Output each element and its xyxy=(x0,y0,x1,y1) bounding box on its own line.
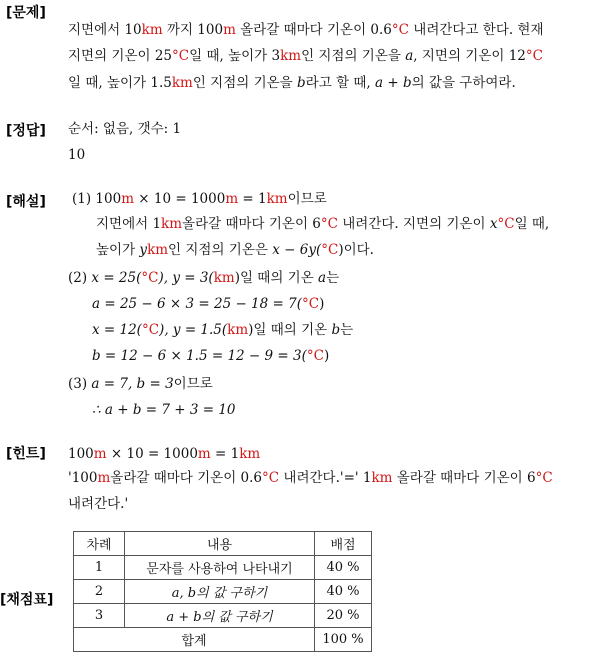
expl-text: )이다. xyxy=(338,242,374,258)
expr-a-plus-b: a + b xyxy=(375,75,412,91)
unit-degc: °C xyxy=(141,322,160,338)
label-hint: [힌트] xyxy=(6,446,46,462)
label-answer: [정답] xyxy=(6,123,46,139)
expr: ), y = 1.5( xyxy=(159,322,228,338)
expl-text: 는 xyxy=(326,270,340,286)
unit-degc: °C xyxy=(497,216,515,232)
hint-text: × 10 = 1000 xyxy=(106,446,198,462)
row-order: 2 xyxy=(74,580,125,604)
explanation-line-3 xyxy=(96,240,374,260)
problem-text: 일 때, 높이가 1.5 xyxy=(68,75,172,91)
hint-text: 100 xyxy=(68,446,94,462)
expl-text: (1) 100 xyxy=(72,191,122,207)
unit-degc: °C xyxy=(306,348,324,364)
unit-m: m xyxy=(225,191,239,207)
unit-km: km xyxy=(371,470,393,486)
rubric-table xyxy=(73,531,372,652)
row-points: 40 % xyxy=(315,556,372,580)
explanation-line-9 xyxy=(92,400,236,420)
problem-text: 인 지점의 기온을 xyxy=(301,48,406,64)
problem-text: 지면의 기온이 25 xyxy=(68,48,173,64)
unit-km: km xyxy=(161,216,183,232)
table-row xyxy=(74,580,372,604)
hint-text: 올라갈 때마다 기온이 6 xyxy=(392,470,536,486)
expr: x = 25( xyxy=(91,270,142,286)
explanation-line-5 xyxy=(92,294,324,314)
var-y: y xyxy=(139,242,148,258)
expl-text: 지면에서 1 xyxy=(96,216,162,232)
expl-text: ) xyxy=(319,296,325,312)
hint-line-3: 내려간다.' xyxy=(68,496,129,512)
unit-m: m xyxy=(93,446,107,462)
explanation-line-7 xyxy=(92,346,329,366)
unit-m: m xyxy=(223,22,236,38)
explanation-step-1 xyxy=(72,189,327,209)
expl-text: (2) xyxy=(68,270,92,286)
unit-m: m xyxy=(97,470,111,486)
unit-degc: °C xyxy=(391,22,409,38)
expr: ∴ a + b = 7 + 3 = 10 xyxy=(92,402,236,418)
unit-m: m xyxy=(197,446,211,462)
expl-text: )일 때의 기온 xyxy=(248,322,332,338)
unit-degc: °C xyxy=(141,270,159,286)
unit-degc: °C xyxy=(172,48,190,64)
row-order: 3 xyxy=(74,604,125,628)
label-problem: [문제] xyxy=(6,5,46,21)
unit-degc: °C xyxy=(321,242,339,258)
unit-km: km xyxy=(147,242,169,258)
unit-km: km xyxy=(280,48,302,64)
problem-text: 내려간다고 한다. 현재 xyxy=(408,22,544,38)
label-rubric: [채점표] xyxy=(0,592,54,608)
hint-line-2 xyxy=(68,468,553,488)
expl-text: × 10 = 1000 xyxy=(134,191,226,207)
row-content: a, b의 값 구하기 xyxy=(125,580,315,604)
unit-degc: °C xyxy=(525,48,543,64)
var-b: b xyxy=(297,75,306,91)
problem-text: 인 지점의 기온을 xyxy=(192,75,297,91)
problem-text: 라고 할 때, xyxy=(305,75,375,91)
explanation-line-2 xyxy=(96,214,549,234)
expl-text: 이므로 xyxy=(287,191,327,207)
expr: x − 6y( xyxy=(272,242,322,258)
hint-text: = 1 xyxy=(210,446,240,462)
hint-text: 올라갈 때마다 기온이 0.6 xyxy=(110,470,263,486)
expr: ), y = 3( xyxy=(158,270,214,286)
explanation-line-6 xyxy=(92,320,353,340)
unit-km: km xyxy=(227,322,249,338)
expr: x = 12( xyxy=(92,322,142,338)
explanation-step-2 xyxy=(68,268,339,288)
table-total-row xyxy=(74,628,372,652)
table-header-row xyxy=(74,532,372,556)
unit-degc: °C xyxy=(320,216,338,232)
expl-text: )일 때의 기온 xyxy=(234,270,319,286)
explanation-step-3 xyxy=(68,374,213,394)
var-b: b xyxy=(331,322,341,338)
problem-text: 일 때, 높이가 3 xyxy=(189,48,281,64)
problem-text: 까지 100 xyxy=(162,22,224,38)
total-value: 100 % xyxy=(315,628,372,652)
expl-text: 내려간다. 지면의 기온이 xyxy=(337,216,490,232)
row-points: 20 % xyxy=(315,604,372,628)
expl-text: = 1 xyxy=(238,191,267,207)
var-x: x xyxy=(489,216,498,232)
expl-text: 이므로 xyxy=(173,376,213,392)
expr: a = 25 − 6 × 3 = 25 − 18 = 7( xyxy=(92,296,302,312)
expl-text: 높이가 xyxy=(96,242,140,258)
hint-text: 1 xyxy=(358,470,372,486)
var-a: a xyxy=(318,270,327,286)
problem-text: , 지면의 기온이 12 xyxy=(413,48,526,64)
unit-km: km xyxy=(239,446,261,462)
table-row xyxy=(74,604,372,628)
problem-line-3 xyxy=(68,73,516,93)
hint-text: 내려간다.'=' xyxy=(279,470,359,486)
table-row xyxy=(74,556,372,580)
unit-m: m xyxy=(121,191,134,207)
unit-km: km xyxy=(171,75,193,91)
header-points: 배점 xyxy=(315,532,372,556)
unit-km: km xyxy=(141,22,163,38)
row-content: a + b의 값 구하기 xyxy=(125,604,315,628)
expl-text: 는 xyxy=(340,322,354,338)
hint-line-1 xyxy=(68,444,260,464)
expr: a = 7, b = 3 xyxy=(91,376,174,392)
problem-line-1 xyxy=(68,20,544,40)
problem-text: 지면에서 10 xyxy=(68,22,142,38)
unit-degc: °C xyxy=(535,470,553,486)
row-content: 문자를 사용하여 나타내기 xyxy=(125,556,315,580)
expl-text: 인 지점의 기온은 xyxy=(168,242,273,258)
expl-text: ) xyxy=(323,348,330,364)
problem-text: 올라갈 때마다 기온이 0.6 xyxy=(235,22,392,38)
answer-line-1: 순서: 없음, 갯수: 1 xyxy=(68,121,182,137)
unit-degc: °C xyxy=(262,470,280,486)
hint-text: '100 xyxy=(68,470,98,486)
problem-line-2 xyxy=(68,46,543,66)
expl-text: (3) xyxy=(68,376,92,392)
answer-line-2: 10 xyxy=(68,147,86,163)
expr: b = 12 − 6 × 1.5 = 12 − 9 = 3( xyxy=(92,348,307,364)
unit-km: km xyxy=(213,270,235,286)
expl-text: 올라갈 때마다 기온이 6 xyxy=(182,216,321,232)
label-explanation: [해설] xyxy=(6,194,46,210)
unit-degc: °C xyxy=(301,296,320,312)
expl-text: 일 때, xyxy=(514,216,550,232)
unit-km: km xyxy=(266,191,288,207)
var-a: a xyxy=(405,48,414,64)
row-points: 40 % xyxy=(315,580,372,604)
total-label: 합계 xyxy=(74,628,315,652)
header-order: 차례 xyxy=(74,532,125,556)
problem-text: 의 값을 구하여라. xyxy=(411,75,516,91)
header-content: 내용 xyxy=(125,532,315,556)
row-order: 1 xyxy=(74,556,125,580)
